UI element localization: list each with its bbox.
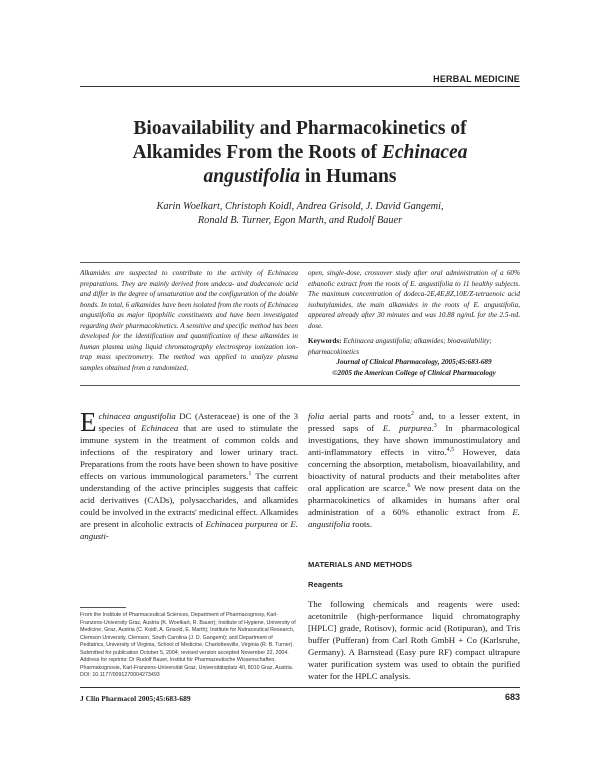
authors-line-1: Karin Woelkart, Christoph Koidl, Andrea Grisold, J. David Gangemi, [156, 201, 444, 212]
citation-superscript: 1 [248, 471, 252, 478]
title-line-2-prefix: Alkamides From the Roots of [132, 142, 382, 163]
header-rule [80, 86, 520, 87]
title-line-3-suffix: in Humans [300, 166, 397, 187]
reagents-paragraph: The following chemicals and reagents were used: acetonitrile (high-performance liquid chromatography [HPLC] grade, Rotisov), formic acid (Rotipuran), and Tris buffer (Pufferan) from Carl Roth GmbH + Co (Karlsruhe, Germany). A Barnstead (Easy pure RF) compact ultrapure water purification system was used to obtain the purified water for the HPLC analysis. [308, 599, 520, 681]
body-text: However, data concerning the absorption, metabolism, bioavailability, and bioactivity of natural products and their metabolites after oral application are scarce. [308, 447, 520, 493]
body-italic: E. angusti- [80, 519, 298, 541]
abstract-left-column: Alkamides are suspected to contribute to the activity of Echinacea preparations. They are mainly derived from undeca- and dodecanoic acid and differ in the degree of unsaturation and the configuration of the double bonds. In total, 6 alkamides have been isolated from the roots of Echinacea angustifolia as major lipophilic constituents and have been investigated regarding their pharmacokinetics. A sensitive and specific method has been developed for the identification and quantification of these alkamides in human plasma using liquid chromatography electrospray ionization ion-trap mass spectrometry. The method was applied to analyze plasma samples obtained from a randomized, [80, 269, 298, 372]
title-line-2-italic: Echinacea [381, 142, 468, 163]
abstract-bottom-rule [80, 385, 520, 386]
body-text: aerial parts and roots [324, 411, 411, 421]
body-text: roots. [350, 519, 373, 529]
journal-citation [308, 357, 520, 378]
page-number: 683 [504, 692, 520, 702]
body-text: or [277, 519, 291, 529]
body-italic: E. angustifolia [308, 507, 520, 529]
body-text: We now present data on the pharmacokinetics of alkamides in humans after oral administration of a 60% ethanolic extract from [308, 483, 520, 517]
citation-superscript: 3 [433, 423, 437, 430]
doi: DOI: 10.1177/0091270004273493 [80, 672, 160, 679]
citation-superscript: 4,5 [446, 447, 455, 454]
article-title [90, 117, 510, 189]
citation-line-1: Journal of Clinical Pharmacology, 2005;45:683-689 [336, 358, 492, 366]
body-italic: Echinacea purpurea [205, 519, 278, 529]
authors-line-2: Ronald B. Turner, Egon Marth, and Rudolf Bauer [197, 215, 403, 226]
body-text: DC (Asteraceae) is one of the 3 species of [98, 411, 298, 433]
footnote-text: From the Institute of Pharmaceutical Sciences, Department of Pharmacognosy, Karl-Franzens-University Graz, Austria (K. Woelkart, R. Bauer); Institute of Hygiene, University of Medicine, Graz, Austria (C. Koidl, A. Grisold, E. Marth); Institute for Nutraceutical Research, Clemson University, Clemson, South Carolina (J. D. Gangemi); and Department of Pediatrics, University of Virginia, School of Medicine, Charlottesville, Virginia (R. B. Turner). Submitted for publication October 5, 2004; revised version accepted November 22, 2004. Address for reprints: Dr Rudolf Bauer, Institut für Pharmazeutische Wissenschaften, Pharmakognosie, Karl-Franzens-Universität Graz, Universitätsplatz 4/I, 8010 Graz, Austria. [80, 612, 296, 671]
section-label: HERBAL MEDICINE [433, 74, 520, 84]
intro-paragraph-right [308, 410, 520, 530]
body-italic: E. purpurea [382, 423, 432, 433]
title-line-1: Bioavailability and Pharmacokinetics of [133, 118, 467, 139]
footnote-rule [80, 607, 126, 608]
affiliation-footnote [80, 612, 298, 680]
intro-paragraph-left [80, 407, 298, 542]
citation-superscript: 2 [410, 411, 414, 418]
abstract-top-rule [80, 262, 520, 263]
body-text: that are used to stimulate the immune system in the treatment of common colds and infections of the respiratory and lower urinary tract. Preparations from the roots have been shown to have positive effects on various immunological parameters. [80, 423, 298, 481]
body-text: In pharmacological investigations, they have shown immunostimulatory and anti-inflammatory effects in vitro. [308, 423, 520, 457]
drop-cap: E [80, 407, 97, 437]
author-list [100, 200, 500, 228]
keywords-label: Keywords: [308, 337, 342, 345]
section-heading-methods: MATERIALS AND METHODS [308, 560, 413, 569]
citation-superscript: 6 [407, 483, 411, 490]
footer-rule [80, 687, 520, 688]
body-italic: chinacea angustifolia [98, 411, 176, 421]
abstract-right-column: open, single-dose, crossover study after oral administration of a 60% ethanolic extract from the roots of E. angustifolia to 11 healthy subjects. The maximum concentration of dodeca-2E,4E,8Z,10E/Z-tetraenoic acid isobutylamides, the main alkamides in the roots of E. angustifolia, appeared already after 30 minutes and was 10.88 ng/mL for the 2.5-mL dose. [308, 269, 520, 330]
body-text: . [431, 423, 434, 433]
title-line-3-italic: angustifolia [203, 166, 300, 187]
subsection-heading-reagents: Reagents [308, 580, 343, 589]
body-italic: Echinacea [141, 423, 179, 433]
keywords [308, 336, 520, 357]
body-text: and, to a lesser extent, in pressed saps of [308, 411, 520, 433]
keywords-text: Echinacea angustifolia; alkamides; bioavailability; pharmacokinetics [308, 337, 492, 356]
citation-line-2: ©2005 the American College of Clinical Pharmacology [332, 368, 496, 377]
footer-journal-reference: J Clin Pharmacol 2005;45:683-689 [80, 694, 191, 703]
body-text: The current understanding of the active principles suggests that caffeic acid derivatives (CADs), polysaccharides, and alkamides could be involved in the extracts' medicinal effect. Alkamides are present in alcoholic extracts of [80, 471, 298, 529]
body-italic: folia [308, 411, 325, 421]
